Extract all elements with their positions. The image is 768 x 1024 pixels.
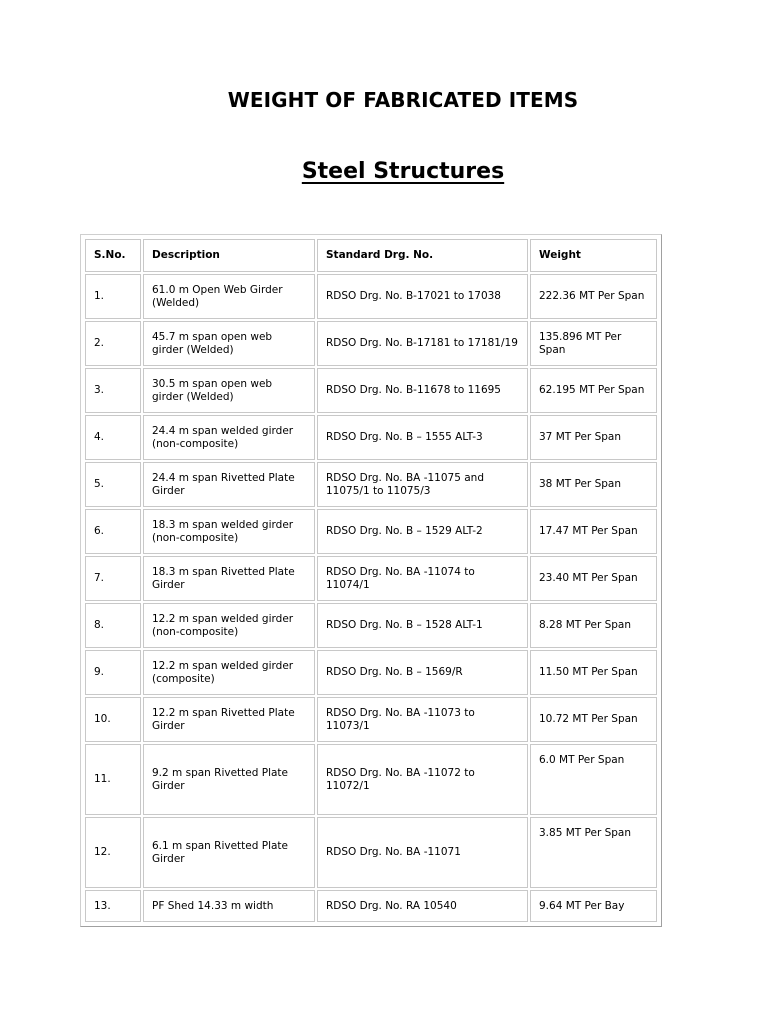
cell-sno: 1. (85, 274, 141, 319)
cell-drawing: RDSO Drg. No. B – 1569/R (317, 650, 528, 695)
cell-description: 6.1 m span Rivetted Plate Girder (143, 817, 315, 888)
cell-weight: 38 MT Per Span (530, 462, 657, 507)
cell-weight: 23.40 MT Per Span (530, 556, 657, 601)
cell-sno: 11. (85, 744, 141, 815)
cell-description: 18.3 m span Rivetted Plate Girder (143, 556, 315, 601)
table-row (85, 650, 657, 695)
cell-drawing: RDSO Drg. No. BA -11073 to 11073/1 (317, 697, 528, 742)
cell-drawing: RDSO Drg. No. B – 1529 ALT-2 (317, 509, 528, 554)
header-sno: S.No. (85, 239, 141, 272)
cell-sno: 6. (85, 509, 141, 554)
cell-description: 24.4 m span Rivetted Plate Girder (143, 462, 315, 507)
cell-weight: 3.85 MT Per Span (530, 817, 657, 888)
cell-drawing: RDSO Drg. No. BA -11074 to 11074/1 (317, 556, 528, 601)
table-row (85, 556, 657, 601)
cell-drawing: RDSO Drg. No. BA -11072 to 11072/1 (317, 744, 528, 815)
cell-sno: 12. (85, 817, 141, 888)
cell-sno: 5. (85, 462, 141, 507)
cell-description: 12.2 m span welded girder (composite) (143, 650, 315, 695)
table-row (85, 274, 657, 319)
weights-table-frame (80, 234, 662, 927)
cell-sno: 13. (85, 890, 141, 922)
cell-description: 9.2 m span Rivetted Plate Girder (143, 744, 315, 815)
table-row (85, 321, 657, 366)
cell-weight: 17.47 MT Per Span (530, 509, 657, 554)
cell-drawing: RDSO Drg. No. B-17181 to 17181/19 (317, 321, 528, 366)
table-row (85, 697, 657, 742)
cell-weight: 37 MT Per Span (530, 415, 657, 460)
table-header-row (85, 239, 657, 272)
table-row (85, 415, 657, 460)
table-row (85, 817, 657, 888)
cell-weight: 10.72 MT Per Span (530, 697, 657, 742)
table-row (85, 603, 657, 648)
table-row (85, 890, 657, 922)
cell-description: 18.3 m span welded girder (non-composite) (143, 509, 315, 554)
cell-description: 30.5 m span open web girder (Welded) (143, 368, 315, 413)
table-row (85, 368, 657, 413)
cell-sno: 8. (85, 603, 141, 648)
cell-sno: 4. (85, 415, 141, 460)
table-row (85, 744, 657, 815)
cell-drawing: RDSO Drg. No. B-11678 to 11695 (317, 368, 528, 413)
cell-weight: 135.896 MT Per Span (530, 321, 657, 366)
cell-description: 12.2 m span welded girder (non-composite) (143, 603, 315, 648)
cell-sno: 9. (85, 650, 141, 695)
table-row (85, 509, 657, 554)
cell-description: 45.7 m span open web girder (Welded) (143, 321, 315, 366)
header-weight: Weight (530, 239, 657, 272)
cell-sno: 7. (85, 556, 141, 601)
cell-weight: 6.0 MT Per Span (530, 744, 657, 815)
cell-description: 24.4 m span welded girder (non-composite) (143, 415, 315, 460)
cell-sno: 10. (85, 697, 141, 742)
document-title: WEIGHT OF FABRICATED ITEMS (227, 88, 579, 112)
weights-table (83, 237, 659, 924)
cell-sno: 3. (85, 368, 141, 413)
cell-description: 12.2 m span Rivetted Plate Girder (143, 697, 315, 742)
cell-weight: 222.36 MT Per Span (530, 274, 657, 319)
cell-sno: 2. (85, 321, 141, 366)
cell-drawing: RDSO Drg. No. B – 1555 ALT-3 (317, 415, 528, 460)
cell-drawing: RDSO Drg. No. BA -11071 (317, 817, 528, 888)
document-subtitle: Steel Structures (301, 159, 505, 184)
cell-description: 61.0 m Open Web Girder (Welded) (143, 274, 315, 319)
cell-drawing: RDSO Drg. No. BA -11075 and 11075/1 to 11075/3 (317, 462, 528, 507)
cell-description: PF Shed 14.33 m width (143, 890, 315, 922)
header-drawing: Standard Drg. No. (317, 239, 528, 272)
cell-drawing: RDSO Drg. No. RA 10540 (317, 890, 528, 922)
cell-weight: 9.64 MT Per Bay (530, 890, 657, 922)
cell-weight: 8.28 MT Per Span (530, 603, 657, 648)
header-description: Description (143, 239, 315, 272)
table-row (85, 462, 657, 507)
cell-weight: 62.195 MT Per Span (530, 368, 657, 413)
cell-weight: 11.50 MT Per Span (530, 650, 657, 695)
cell-drawing: RDSO Drg. No. B – 1528 ALT-1 (317, 603, 528, 648)
cell-drawing: RDSO Drg. No. B-17021 to 17038 (317, 274, 528, 319)
